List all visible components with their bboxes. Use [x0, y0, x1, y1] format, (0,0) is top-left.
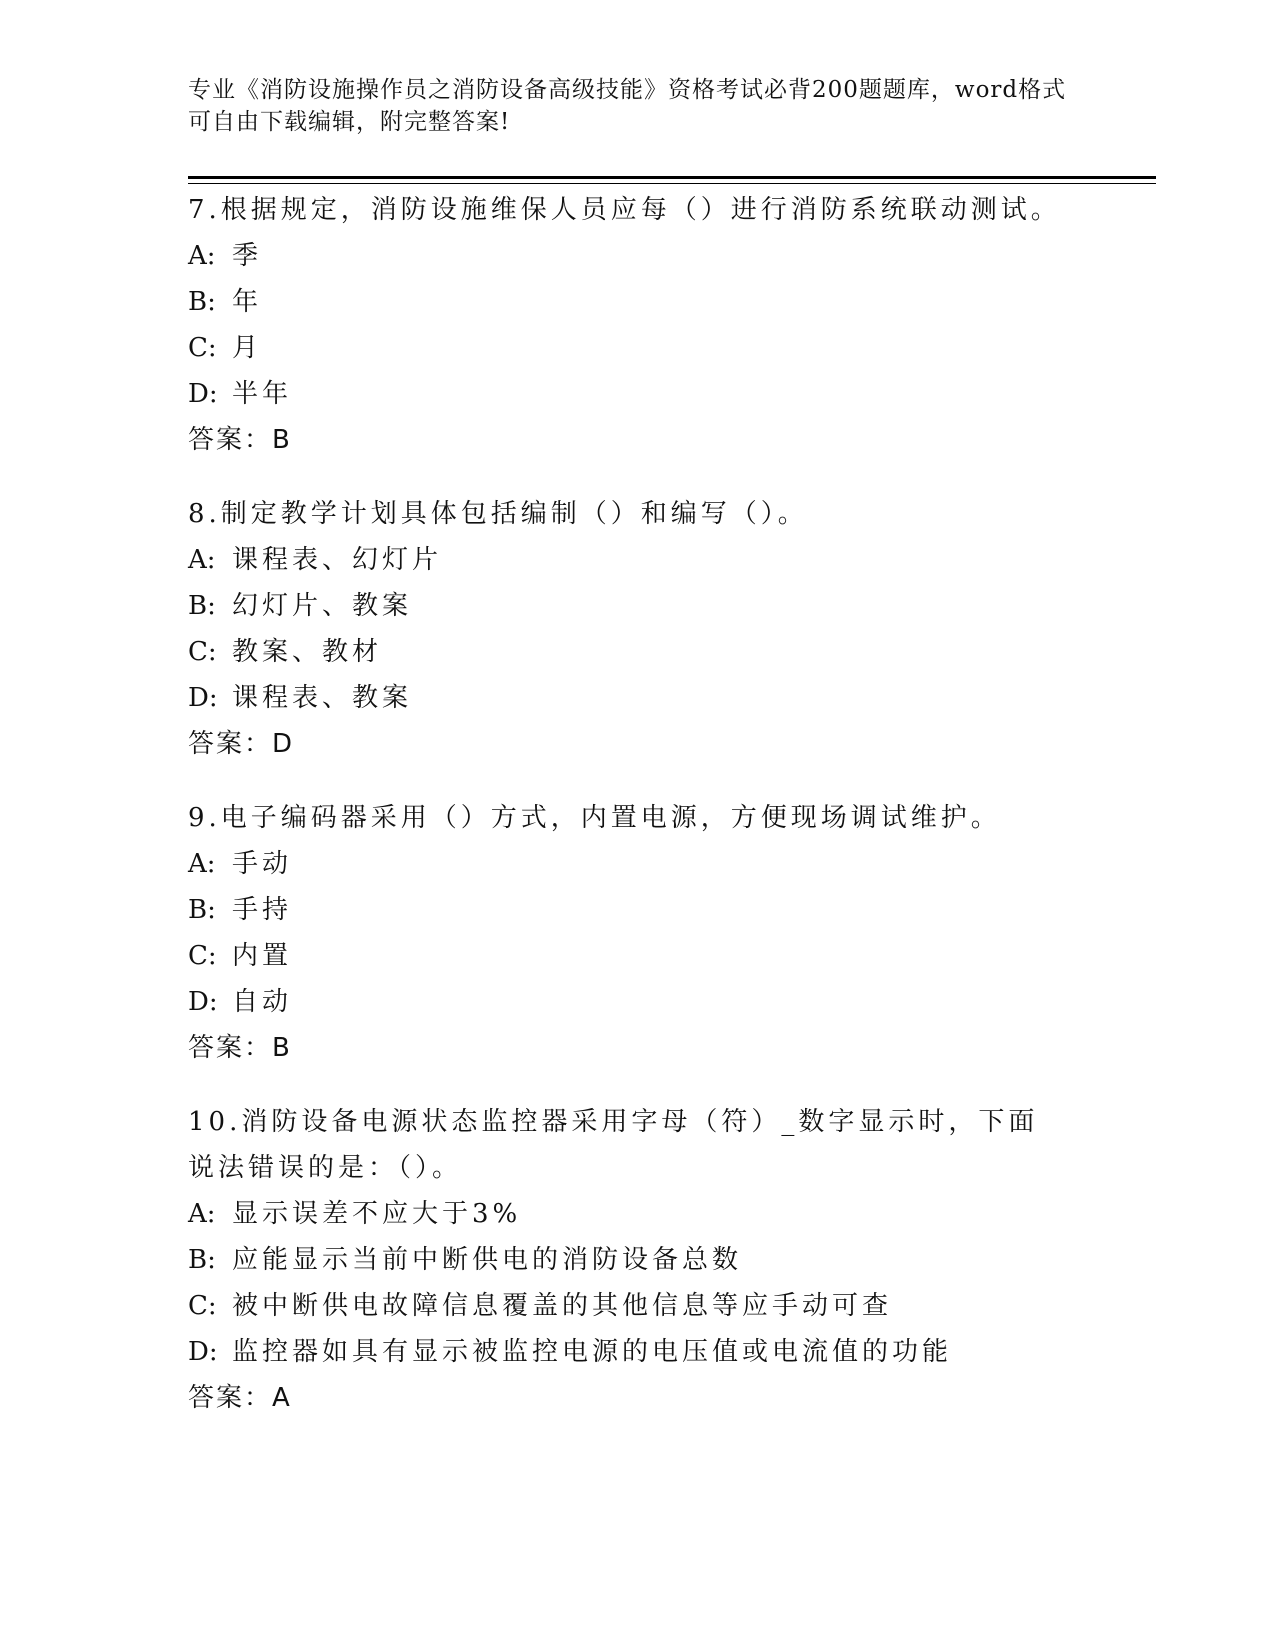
- option-text: 内置: [232, 941, 293, 971]
- option-text: 年: [232, 287, 263, 317]
- question-stem: 9.电子编码器采用（）方式，内置电源，方便现场调试维护。: [188, 803, 1001, 833]
- option-key: B:: [188, 1245, 216, 1275]
- document-header: 专业《消防设施操作员之消防设备高级技能》资格考试必背200题题库，word格式可自由下载编辑，附完整答案!: [188, 77, 1067, 135]
- option-key: A:: [188, 1199, 216, 1229]
- question-stem: 7.根据规定，消防设施维保人员应每（）进行消防系统联动测试。: [188, 195, 1061, 225]
- question-stem: 10.消防设备电源状态监控器采用字母（符）_数字显示时，下面说法错误的是：（）。: [188, 1107, 1039, 1183]
- header-divider-thick: [188, 176, 1156, 179]
- option-d: [188, 675, 1068, 721]
- option-key: D:: [188, 1337, 218, 1367]
- option-c: [188, 325, 1068, 371]
- option-key: A:: [188, 241, 216, 271]
- option-d: [188, 1329, 1048, 1375]
- option-a: [188, 841, 1068, 887]
- option-key: A:: [188, 545, 216, 575]
- option-text: 教案、教材: [232, 637, 383, 667]
- option-text: 监控器如具有显示被监控电源的电压值或电流值的功能: [232, 1337, 953, 1367]
- option-c: [188, 1283, 1048, 1329]
- option-b: [188, 279, 1068, 325]
- option-key: C:: [188, 1291, 217, 1321]
- option-b: [188, 887, 1068, 933]
- option-c: [188, 629, 1068, 675]
- option-text: 幻灯片、教案: [232, 591, 413, 621]
- question-block: [188, 795, 1068, 1071]
- question-block: [188, 187, 1068, 463]
- option-a: [188, 233, 1068, 279]
- option-text: 课程表、教案: [232, 683, 413, 713]
- option-text: 半年: [232, 379, 293, 409]
- answer-label: 答案：B: [188, 1033, 292, 1063]
- question-stem: 8.制定教学计划具体包括编制（）和编写（）。: [188, 499, 808, 529]
- option-key: B:: [188, 895, 216, 925]
- option-text: 手动: [232, 849, 293, 879]
- option-key: C:: [188, 333, 217, 363]
- option-text: 手持: [232, 895, 293, 925]
- option-key: A:: [188, 849, 216, 879]
- option-text: 被中断供电故障信息覆盖的其他信息等应手动可查: [232, 1291, 893, 1321]
- option-key: C:: [188, 637, 217, 667]
- question-block: [188, 491, 1068, 767]
- answer-label: 答案：A: [188, 1383, 292, 1413]
- option-b: [188, 583, 1068, 629]
- option-key: D:: [188, 987, 218, 1017]
- option-key: D:: [188, 379, 218, 409]
- option-key: B:: [188, 287, 216, 317]
- option-key: C:: [188, 941, 217, 971]
- option-c: [188, 933, 1068, 979]
- option-text: 应能显示当前中断供电的消防设备总数: [232, 1245, 743, 1275]
- option-b: [188, 1237, 1048, 1283]
- header-divider-thin: [188, 183, 1156, 184]
- option-key: B:: [188, 591, 216, 621]
- option-key: D:: [188, 683, 218, 713]
- option-text: 课程表、幻灯片: [232, 545, 443, 575]
- option-text: 显示误差不应大于3%: [232, 1199, 522, 1229]
- option-d: [188, 371, 1068, 417]
- option-a: [188, 537, 1068, 583]
- answer-label: 答案：D: [188, 729, 295, 759]
- option-text: 月: [232, 333, 263, 363]
- option-a: [188, 1191, 1048, 1237]
- option-d: [188, 979, 1068, 1025]
- question-block: [188, 1099, 1048, 1421]
- option-text: 自动: [232, 987, 293, 1017]
- answer-label: 答案：B: [188, 425, 292, 455]
- option-text: 季: [232, 241, 263, 271]
